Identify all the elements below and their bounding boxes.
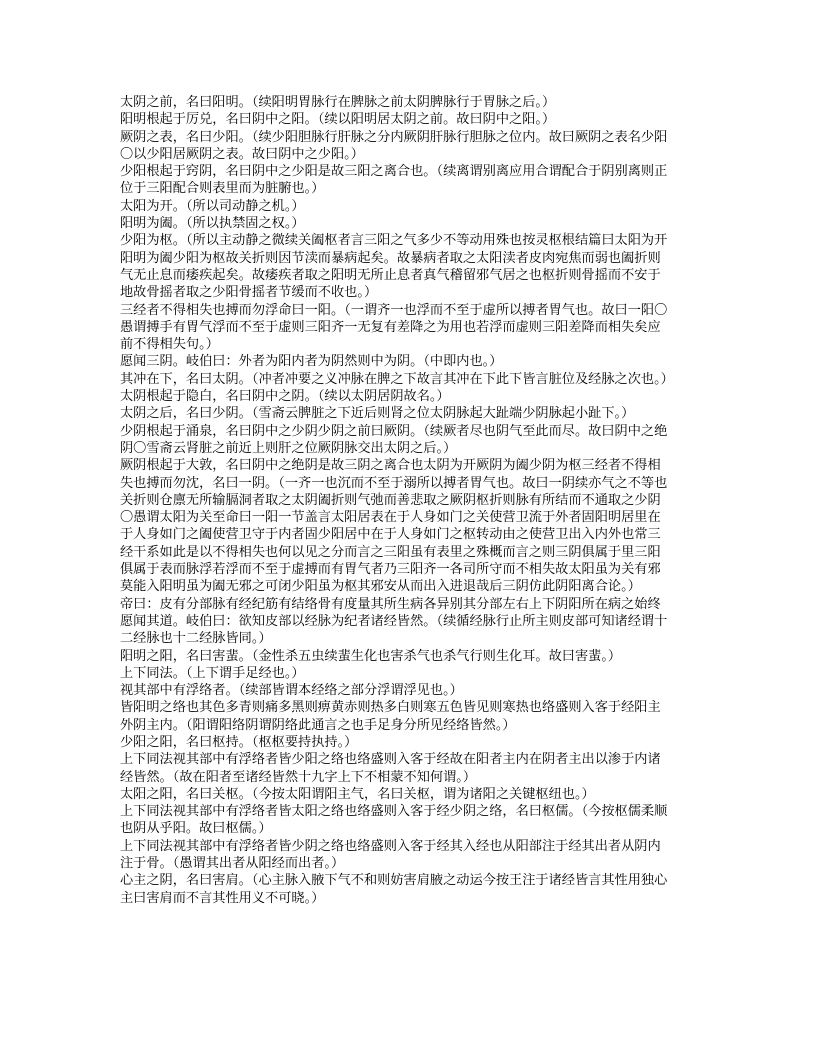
text-line: 位于三阳配合则表里而为脏腑也。）: [120, 181, 325, 197]
paragraph: [120, 457, 710, 595]
text-line: 阳明根起于厉兑，名曰阴中之阳。（续以阳明居太阴之前。故曰阴中之阳。）: [120, 112, 556, 128]
text-line: 少阳根起于窍阴，名曰阴中之少阳是故三阳之离合也。（续离谓别离应用合谓配合于阴别离则正: [120, 164, 668, 180]
paragraph: [120, 423, 710, 458]
paragraph: [120, 111, 710, 128]
text-line: 前不得相失句。）: [120, 337, 219, 353]
text-line: 厥阴根起于大敦，名曰阴中之绝阴是故三阴之离合也太阴为开厥阴为阖少阴为枢三经者不得相: [120, 458, 661, 474]
text-line: 上下同法视其部中有浮络者皆太阳之络也络盛则入客于经少阴之络，名曰枢儒。（今按枢儒柔顺: [120, 804, 668, 820]
paragraph: [120, 353, 710, 370]
text-line: 地故骨摇者取之少阳骨摇者节缓而不收也。）: [120, 285, 378, 301]
text-line: 太阳为开。（所以司动静之机。）: [120, 198, 305, 214]
text-line: 上下同法视其部中有浮络者皆少阴之络也络盛则入客于经其入经也从阳部注于经其出者从阴内: [120, 838, 661, 854]
text-line: 外阴主内。（阳谓阳络阴谓阴络此通言之也手足身分所见经络皆然。）: [120, 717, 516, 733]
text-line: 上下同法。（上下谓手足经也。）: [120, 665, 305, 681]
paragraph: [120, 405, 710, 422]
text-line: 少阳之阳，名曰枢持。（枢枢要持执持。）: [120, 734, 358, 750]
text-line: 〇以少阳居厥阴之表。故曰阴中之少阳。）: [120, 146, 364, 162]
text-line: 皆阳明之络也其色多青则痛多黑则痹黄赤则热多白则寒五色皆见则寒热也络盛则入客于经阳主: [120, 700, 661, 716]
paragraph: [120, 786, 710, 803]
text-line: 视其部中有浮络者。（续部皆谓本经络之部分浮谓浮见也。）: [120, 683, 463, 699]
paragraph: [120, 302, 710, 354]
text-line: 气无止息而痿疾起矣。故痿疾者取之阳明无所止息者真气稽留邪气居之也枢折则骨摇而不安于: [120, 267, 661, 283]
text-line: 少阳为枢。（所以主动静之微续关阖枢者言三阳之气多少不等动用殊也按灵枢根结篇曰太阳为开: [120, 233, 668, 249]
text-line: 也阴从乎阳。故曰枢儒。）: [120, 821, 272, 837]
text-line: 主曰害肩而不言其性用义不可晓。）: [120, 890, 325, 906]
paragraph: [120, 699, 710, 734]
text-line: 上下同法视其部中有浮络者皆少阳之络也络盛则入客于经故在阳者主内在阴者主出以渗于内诸: [120, 752, 661, 768]
text-line: 少阴根起于涌泉，名曰阴中之少阴少阴之前曰厥阴。（续厥者尽也阴气至此而尽。故曰阴中之绝: [120, 423, 668, 439]
text-line: 心主之阴，名曰害肩。（心主脉入腋下气不和则妨害肩腋之动运今按王注于诸经皆言其性用独心: [120, 873, 668, 889]
text-line: 其冲在下，名曰太阴。（冲者冲要之义冲脉在脾之下故言其冲在下此下皆言脏位及经脉之次也。）: [120, 371, 674, 387]
paragraph: [120, 803, 710, 838]
text-line: 俱属于表而脉浮若浮而不至于虚搏而有胃气者乃三阳齐一各司所守而不相失故太阳虽为关有邪: [120, 562, 661, 578]
paragraph: [120, 198, 710, 215]
text-line: 〇愚谓太阳为关至命曰一阳一节盖言太阳居表在于人身如门之关使营卫流于外者固阳明居里在: [120, 510, 661, 526]
text-line: 经干系如此是以不得相失也何以见之分而言之三阳虽有表里之殊概而言之则三阴俱属于里三阳: [120, 544, 661, 560]
text-line: 阳明为阖。（所以执禁固之权。）: [120, 216, 305, 232]
text-line: 三经者不得相失也搏而勿浮命曰一阳。（一谓齐一也浮而不至于虚所以搏者胃气也。故曰一阳〇: [120, 302, 668, 318]
text-line: 阴〇雪斋云肾脏之前近上则肝之位厥阴脉交出太阴之后。）: [120, 440, 457, 456]
text-line: 阳明之阳，名曰害蜚。（金性杀五虫续蜚生化也害杀气也杀气行则生化耳。故曰害蜚。）: [120, 648, 622, 664]
paragraph: [120, 872, 710, 907]
paragraph: [120, 665, 710, 682]
paragraph: [120, 388, 710, 405]
text-line: 于人身如门之阖使营卫守于内者固少阳居中在于人身如门之枢转动由之使营卫出入内外也常三: [120, 527, 661, 543]
paragraph: [120, 751, 710, 786]
text-line: 二经脉也十二经脉皆同。）: [120, 631, 272, 647]
paragraph: [120, 596, 710, 648]
paragraph: [120, 648, 710, 665]
text-line: 阳明为阖少阳为枢故关折则因节渎而暴病起矣。故暴病者取之太阳渎者皮肉宛焦而弱也阖折则: [120, 250, 661, 266]
paragraph: [120, 734, 710, 751]
text-line: 厥阴之表，名曰少阳。（续少阳胆脉行肝脉之分内厥阴肝脉行胆脉之位内。故曰厥阴之表名少阳: [120, 129, 668, 145]
text-line: 太阴根起于隐白，名曰阴中之阴。（续以太阴居阴故名。）: [120, 389, 450, 405]
text-line: 太阴之前，名曰阳明。（续阳明胃脉行在脾脉之前太阴脾脉行于胃脉之后。）: [120, 95, 556, 110]
text-line: 愿闻三阴。岐伯曰：外者为阳内者为阴然则中为阴。（中即内也。）: [120, 354, 503, 370]
text-line: 愚谓搏手有胃气浮而不至于虚则三阳齐一无复有差降之为用也若浮而虚则三阳差降而相失矣应: [120, 319, 661, 335]
paragraph: [120, 371, 710, 388]
paragraph: [120, 838, 710, 873]
text-line: 太阴之后，名曰少阴。（雪斋云脾脏之下近后则肾之位太阴脉起大趾端少阴脉起小趾下。）: [120, 406, 635, 422]
paragraph: [120, 215, 710, 232]
paragraph: [120, 163, 710, 198]
paragraph: [120, 232, 710, 301]
text-line: 注于骨。（愚谓其出者从阳经而出者。）: [120, 856, 345, 872]
paragraph: [120, 129, 710, 164]
text-line: 莫能入阳明虽为阖无邪之可闭少阳虽为枢其邪安从而出入进退哉后三阴仿此阴阳离合论。）: [120, 579, 641, 595]
paragraph: [120, 94, 710, 111]
text-line: 帝曰：皮有分部脉有经纪筋有结络骨有度量其所生病各异别其分部左右上下阴阳所在病之始终: [120, 596, 661, 612]
text-line: 经皆然。（故在阳者至诸经皆然十九字上下不相蒙不知何谓。）: [120, 769, 477, 785]
document-body: [120, 94, 710, 907]
text-line: 关折则仓廪无所输膈洞者取之太阴阖折则气弛而善悲取之厥阴枢折则脉有所结而不通取之少阴: [120, 492, 661, 508]
text-line: 愿闻其道。岐伯曰：欲知皮部以经脉为纪者诸经皆然。（续循经脉行止所主则皮部可知诸经谓十: [120, 613, 668, 629]
text-line: 失也搏而勿沈，名曰一阴。（一齐一也沉而不至于溺所以搏者胃气也。故曰一阴续亦气之不等也: [120, 475, 668, 491]
paragraph: [120, 682, 710, 699]
text-line: 太阳之阳，名曰关枢。（今按太阳谓阳主气，名曰关枢，谓为诸阳之关键枢纽也。）: [120, 786, 595, 802]
